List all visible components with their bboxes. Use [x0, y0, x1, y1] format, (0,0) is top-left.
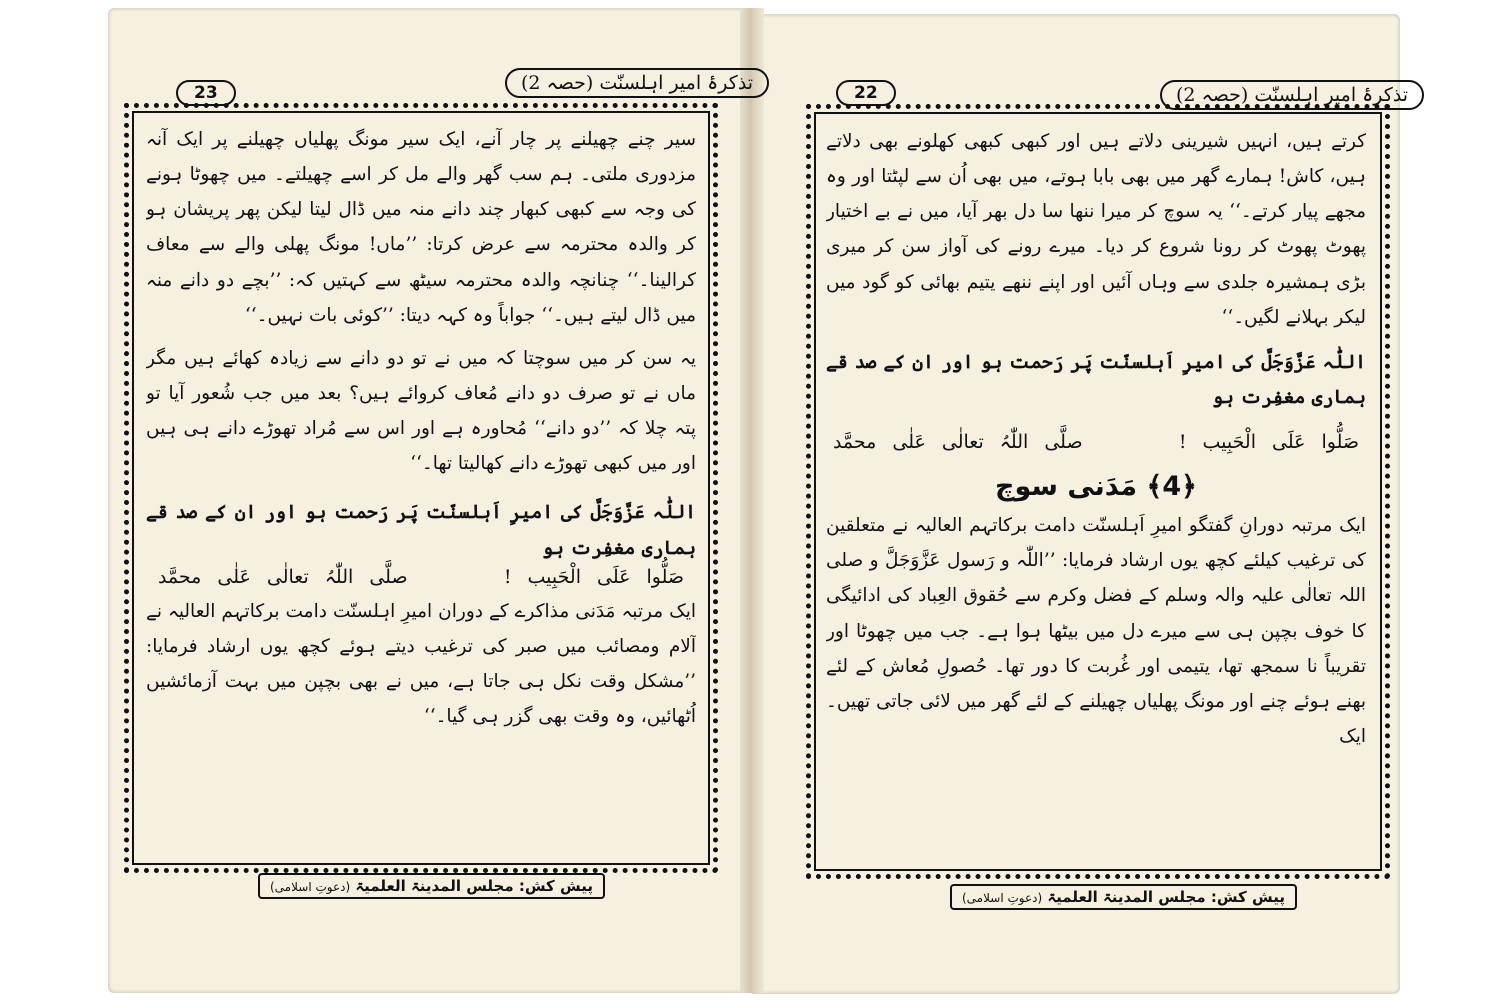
left-salawat-second: صلَّی اللّٰہُ تعالٰی عَلٰی محمَّد [157, 565, 408, 588]
left-salawat [146, 566, 696, 588]
right-paragraph-1: کرتے ہیں، انہیں شیرینی دلاتے ہیں اور کبھی کبھی کھلونے بھی دلاتے ہیں، کاش! ہمارے گھر میں بھی بابا ہوتے، میں بھی اُن سے لپٹتا اور وہ مجھے پیار کرتے۔‘‘ یہ سوچ کر میرا ننھا سا دل بھر آیا، میں نے بے اختیار پھوٹ پھوٹ کر رونا شروع کر دیا۔ میرے رونے کی آواز سن کر میری بڑی ہمشیرہ جلدی سے وہاں آئیں اور اپنے ننھے یتیم بھائی کو گود میں لیکر بہلانے لگیں۔‘‘ [826, 131, 1366, 328]
right-paragraph-2: ایک مرتبہ دورانِ گفتگو امیرِ اَہلسنّت دامت برکاتہم العالیہ نے متعلقین کی ترغیب کیلئے کچھ یوں ارشاد فرمایا: ’’اللّٰہ و رَسول عَزَّوَجَلَّ و صلی اللہ تعالٰی علیہ والہ وسلم کے فضل وکرم سے حُقوق العِباد کی ادائیگی کا خوف بچپن ہی سے میرے دل میں بیٹھا ہوا ہے۔ جب میں چھوٹا اور تقریباً نا سمجھ تھا، یتیمی اور غُربت کا دور تھا۔ حُصولِ مُعاش کے لئے بھنے ہوئے چنے اور مونگ پھلیاں چھیلنے کے لئے گھر میں لائی جاتی تھیں۔ ایک [826, 515, 1366, 747]
left-dua: اللّٰہ عَزَّوَجَلَّ کی امیرِ اَہلسنّت پَر رَحمت ہو اور ان کے صد قے ہماری مغفِرت ہو [146, 502, 696, 559]
left-header-title: تذکرۂ امیر اہلسنّت (حصہ 2) [505, 68, 769, 98]
right-footer-small: (دعوتِ اسلامی) [962, 891, 1043, 905]
right-header-title: تذکرۂ امیر اہلسنّت (حصہ 2) [1160, 80, 1424, 110]
right-salawat-first: صَلُّوا عَلَی الْحَبِیب ! [1178, 431, 1360, 454]
left-paragraph-2: یہ سن کر میں سوچتا کہ میں نے تو دو دانے سے زیادہ کھائے ہیں مگر ماں نے تو صرف دو دانے مُعاف کروائے ہیں؟ بعد میں جب شُعور آیا تو پتہ چلا کہ ’’دو دانے‘‘ مُحاورہ ہے اور اس سے مُراد تھوڑے دانے ہی ہیں اور میں کبھی تھوڑے دانے کھالیتا تھا۔‘‘ [146, 347, 696, 475]
left-body [146, 122, 696, 862]
book-gutter [740, 8, 764, 993]
left-footer-text: پیش کش: مجلس المدینۃ العلمیۃ [355, 877, 593, 895]
right-salawat-second: صلَّی اللّٰہُ تعالٰی عَلٰی محمَّد [832, 431, 1083, 454]
left-footer [258, 873, 605, 899]
left-page-number: 23 [176, 80, 236, 106]
left-salawat-first: صَلُّوا عَلَی الْحَبِیب ! [503, 565, 685, 588]
left-paragraph-1: سیر چنے چھیلنے پر چار آنے، ایک سیر مونگ پھلیاں چھیلنے پر ایک آنہ مزدوری ملتی۔ ہم سب گھر والے مل کر اسے چھیلتے۔ میں چھوٹا ہونے کی وجہ سے کبھی کبھار چند دانے منہ میں ڈال لیتا لیکن پھر پریشان ہو کر والدہ محترمہ سے عرض کرتا: ’’ماں! مونگ پھلی والے سے معاف کرالینا۔‘‘ چنانچہ والدہ محترمہ سیٹھ سے کہتیں کہ: ’’بچے دو دانے منہ میں ڈال لیتے ہیں۔‘‘ جواباً وہ کہہ دیتا: ’’کوئی بات نہیں۔‘‘ [146, 129, 696, 326]
right-dua: اللّٰہ عَزَّوَجَلَّ کی امیرِ اَہلسنّت پَر رَحمت ہو اور ان کے صد قے ہماری مغفِرت ہو [826, 351, 1366, 408]
right-body [826, 124, 1366, 869]
right-page-number: 22 [836, 80, 896, 106]
right-footer [950, 884, 1297, 910]
left-paragraph-3: ایک مرتبہ مَدَنی مذاکرے کے دوران امیرِ اہلسنّت دامت برکاتہم العالیہ نے آلام ومصائب میں صبر کی ترغیب دیتے ہوئے کچھ یوں ارشاد فرمایا: ’’مشکل وقت نکل ہی جاتا ہے، میں نے بھی بچپن میں بہت آزمائشیں اُٹھائیں، وہ وقت بھی گزر ہی گیا۔‘‘ [146, 600, 696, 728]
right-section-heading: ﴿4﴾ مَدَنی سوچ [995, 471, 1197, 503]
left-footer-small: (دعوتِ اسلامی) [270, 880, 351, 894]
right-footer-text: پیش کش: مجلس المدینۃ العلمیۃ [1047, 888, 1285, 906]
right-salawat [826, 431, 1366, 453]
